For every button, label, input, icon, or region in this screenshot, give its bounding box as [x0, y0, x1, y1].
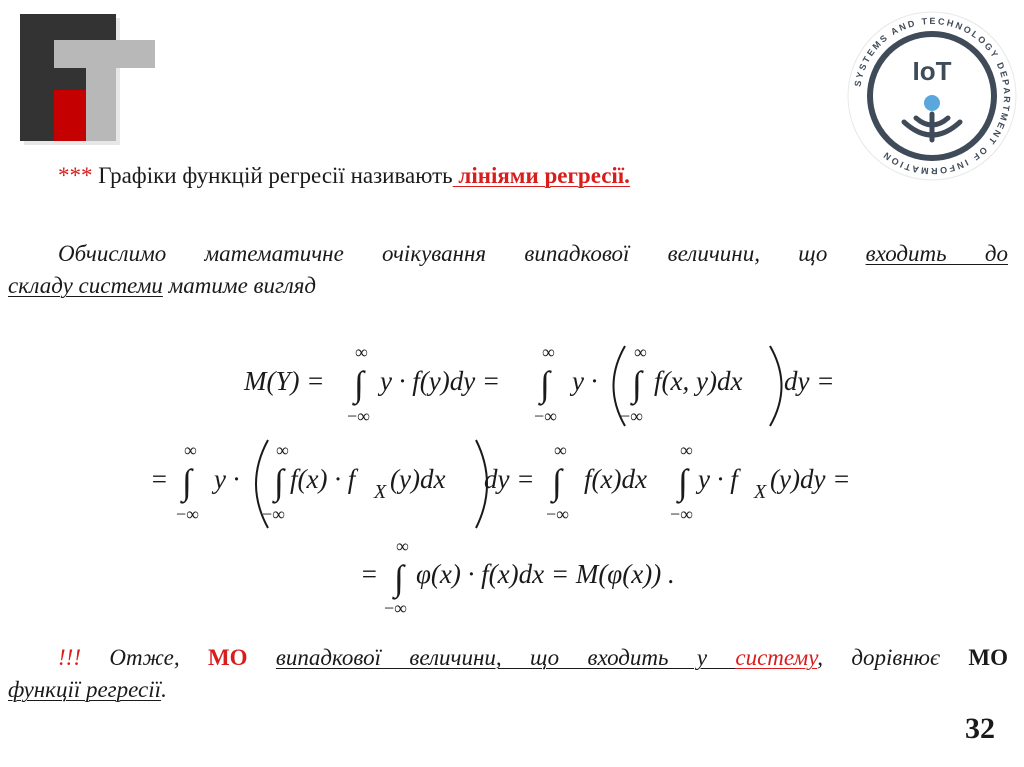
svg-text:dy =: dy =	[484, 464, 535, 494]
svg-text:−∞: −∞	[262, 504, 285, 524]
expectation-formula	[140, 338, 880, 623]
expectation-paragraph: Обчислимо математичне очікування випадкової величини, що входить до складу системи матиме вигляд	[8, 241, 1008, 298]
regression-definition	[58, 160, 630, 192]
svg-text:∫: ∫	[182, 462, 192, 502]
svg-text:φ(x) · f(x)dx = M(φ(x)) .: φ(x) · f(x)dx = M(φ(x)) .	[416, 559, 675, 589]
svg-text:∞: ∞	[355, 342, 368, 362]
svg-text:∫: ∫	[632, 364, 642, 404]
conclusion-paragraph: !!! Отже, МО випадкової величини, що входить у систему, дорівнює МО функції регресії.	[8, 645, 1009, 702]
svg-text:∞: ∞	[396, 536, 409, 556]
svg-text:∫: ∫	[552, 462, 562, 502]
svg-text:y · f: y · f	[698, 464, 738, 494]
svg-text:∞: ∞	[554, 440, 567, 460]
seal-center-text: IoT	[912, 56, 952, 86]
svg-text:y ·: y ·	[572, 366, 598, 396]
fit-logo-icon	[20, 14, 155, 147]
svg-text:X: X	[754, 481, 767, 503]
svg-text:f(x, y)dx: f(x, y)dx	[654, 366, 743, 396]
mo-term-red: МО	[207, 645, 248, 670]
svg-text:y ·: y ·	[214, 464, 240, 494]
svg-text:−∞: −∞	[620, 406, 643, 426]
definition-text: Графіки функцій регресії називають	[92, 163, 453, 188]
svg-text:−∞: −∞	[534, 406, 557, 426]
svg-text:y · f(y)dy =: y · f(y)dy =	[380, 366, 501, 396]
svg-text:(y)dx: (y)dx	[390, 464, 446, 494]
regression-function-term: функції регресії	[8, 677, 162, 702]
svg-text:(y)dy =: (y)dy =	[770, 464, 851, 494]
svg-text:−∞: −∞	[384, 598, 407, 618]
mo-term: МО	[968, 645, 1009, 670]
exclamation-marks: !!!	[58, 645, 81, 670]
svg-text:∞: ∞	[542, 342, 555, 362]
svg-text:∞: ∞	[634, 342, 647, 362]
svg-text:∞: ∞	[680, 440, 693, 460]
svg-text:∫: ∫	[394, 558, 404, 598]
stars-marker: ***	[58, 163, 93, 188]
svg-text:f(x) · f: f(x) · f	[290, 464, 356, 494]
svg-text:M(Y) =: M(Y) =	[244, 366, 325, 396]
svg-text:∞: ∞	[184, 440, 197, 460]
svg-text:∫: ∫	[540, 364, 550, 404]
svg-text:∞: ∞	[276, 440, 289, 460]
svg-text:X: X	[374, 481, 387, 503]
regression-lines-term: лініями регресії.	[452, 163, 630, 188]
page-number: 32	[965, 712, 995, 745]
svg-text:−∞: −∞	[176, 504, 199, 524]
svg-text:−∞: −∞	[347, 406, 370, 426]
underlined-enters: входить до	[865, 241, 1008, 266]
svg-text:∫: ∫	[678, 462, 688, 502]
svg-text:−∞: −∞	[670, 504, 693, 524]
svg-text:−∞: −∞	[546, 504, 569, 524]
svg-text:∫: ∫	[274, 462, 284, 502]
svg-text:=: =	[150, 464, 169, 494]
svg-text:∫: ∫	[354, 364, 364, 404]
svg-text:=: =	[360, 559, 379, 589]
svg-text:f(x)dx: f(x)dx	[584, 464, 647, 494]
system-term: систему	[735, 645, 818, 670]
underlined-system: складу системи	[8, 273, 163, 298]
iot-department-seal	[846, 10, 1018, 182]
seal-dot-icon	[924, 95, 940, 111]
seal-ring-text: SYSTEMS AND TECHNOLOGY DEPARTMENT OF INFORMATION	[852, 15, 1013, 177]
svg-text:dy =: dy =	[784, 366, 835, 396]
